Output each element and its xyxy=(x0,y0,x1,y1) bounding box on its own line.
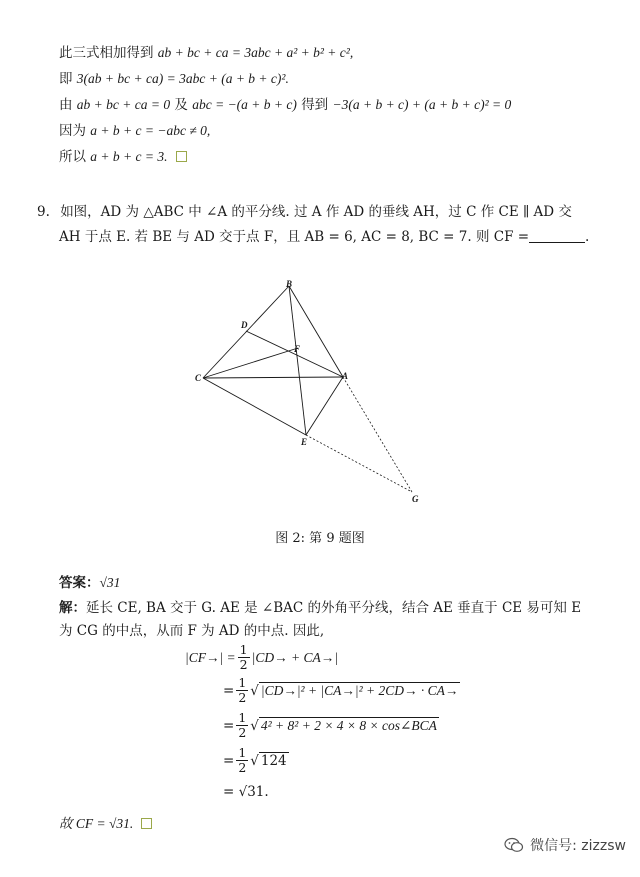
label-d: D xyxy=(241,320,248,330)
equation-row-4: = $\frac{1}{2}$ √ 124 xyxy=(223,745,287,775)
text-line: 此三式相加得到 ab + bc + ca = 3abc + a² + b² + c², xyxy=(59,45,354,61)
label-e: E xyxy=(301,437,308,447)
equation-row-1: |CF→| = $\frac{1}{2}$ |CD→ + CA→| xyxy=(185,642,338,672)
qed-box xyxy=(176,151,187,162)
equation-row-5: = √31. xyxy=(223,784,269,800)
answer-value: √31 xyxy=(99,575,121,590)
watermark-text: 微信号: zizzsw xyxy=(530,838,626,854)
geometry-figure xyxy=(190,278,430,518)
label-a: A xyxy=(342,371,349,381)
segment-ba xyxy=(289,286,343,377)
equation-row-2: = $\frac{1}{2}$ √ |CD→|² + |CA→|² + 2CD→ · CA→ xyxy=(223,675,459,705)
text-line: 所以 a + b + c = 3. xyxy=(59,148,187,166)
problem-number: 9. xyxy=(37,204,50,220)
label-c: C xyxy=(195,373,202,383)
segment-eg-dashed xyxy=(306,435,412,492)
label-b: B xyxy=(286,279,293,289)
segment-ag-dashed xyxy=(343,377,412,492)
answer-label: 答案： xyxy=(59,575,100,591)
text-line: 由 ab + bc + ca = 0 及 abc = −(a + b + c) 得到 −3(a + b + c) + (a + b + c)² = 0 xyxy=(59,97,512,113)
segment-ca xyxy=(203,377,343,378)
problem-line-2: AH 于点 E. 若 BE 与 AD 交于点 F，且 AB = 6, AC = 8, BC = 7. 则 CF = . xyxy=(59,229,590,245)
qed-box xyxy=(141,818,152,829)
segment-ce xyxy=(203,378,306,435)
segment-be xyxy=(289,286,306,435)
conclusion-line: 故 CF = √31. xyxy=(59,815,152,833)
solution-label: 解： xyxy=(59,600,86,616)
answer-line xyxy=(59,574,120,592)
solution-line-2: 为 CG 的中点，从而 F 为 AD 的中点. 因此, xyxy=(59,623,325,639)
label-f: F xyxy=(294,344,301,354)
label-g: G xyxy=(412,494,419,504)
figure-caption: 图 2: 第 9 题图 xyxy=(275,531,365,546)
text-line: 即 3(ab + bc + ca) = 3abc + (a + b + c)². xyxy=(59,71,289,87)
problem-line-1: 9. 如图，AD 为 △ABC 中 ∠A 的平分线. 过 A 作 AD 的垂线 AH，过 C 作 CE ∥ AD 交 xyxy=(37,204,572,220)
solution-line-1: 解：延长 CE, BA 交于 G. AE 是 ∠BAC 的外角平分线，结合 AE 垂直于 CE 易可知 E xyxy=(59,600,582,616)
answer-blank xyxy=(529,230,585,243)
segment-ae xyxy=(306,377,343,435)
equation-row-3: = $\frac{1}{2}$ √ 4² + 8² + 2 × 4 × 8 × cos∠BCA xyxy=(223,710,437,740)
wechat-icon xyxy=(504,837,524,853)
watermark xyxy=(504,835,626,855)
text-line: 因为 a + b + c = −abc ≠ 0, xyxy=(59,123,211,139)
